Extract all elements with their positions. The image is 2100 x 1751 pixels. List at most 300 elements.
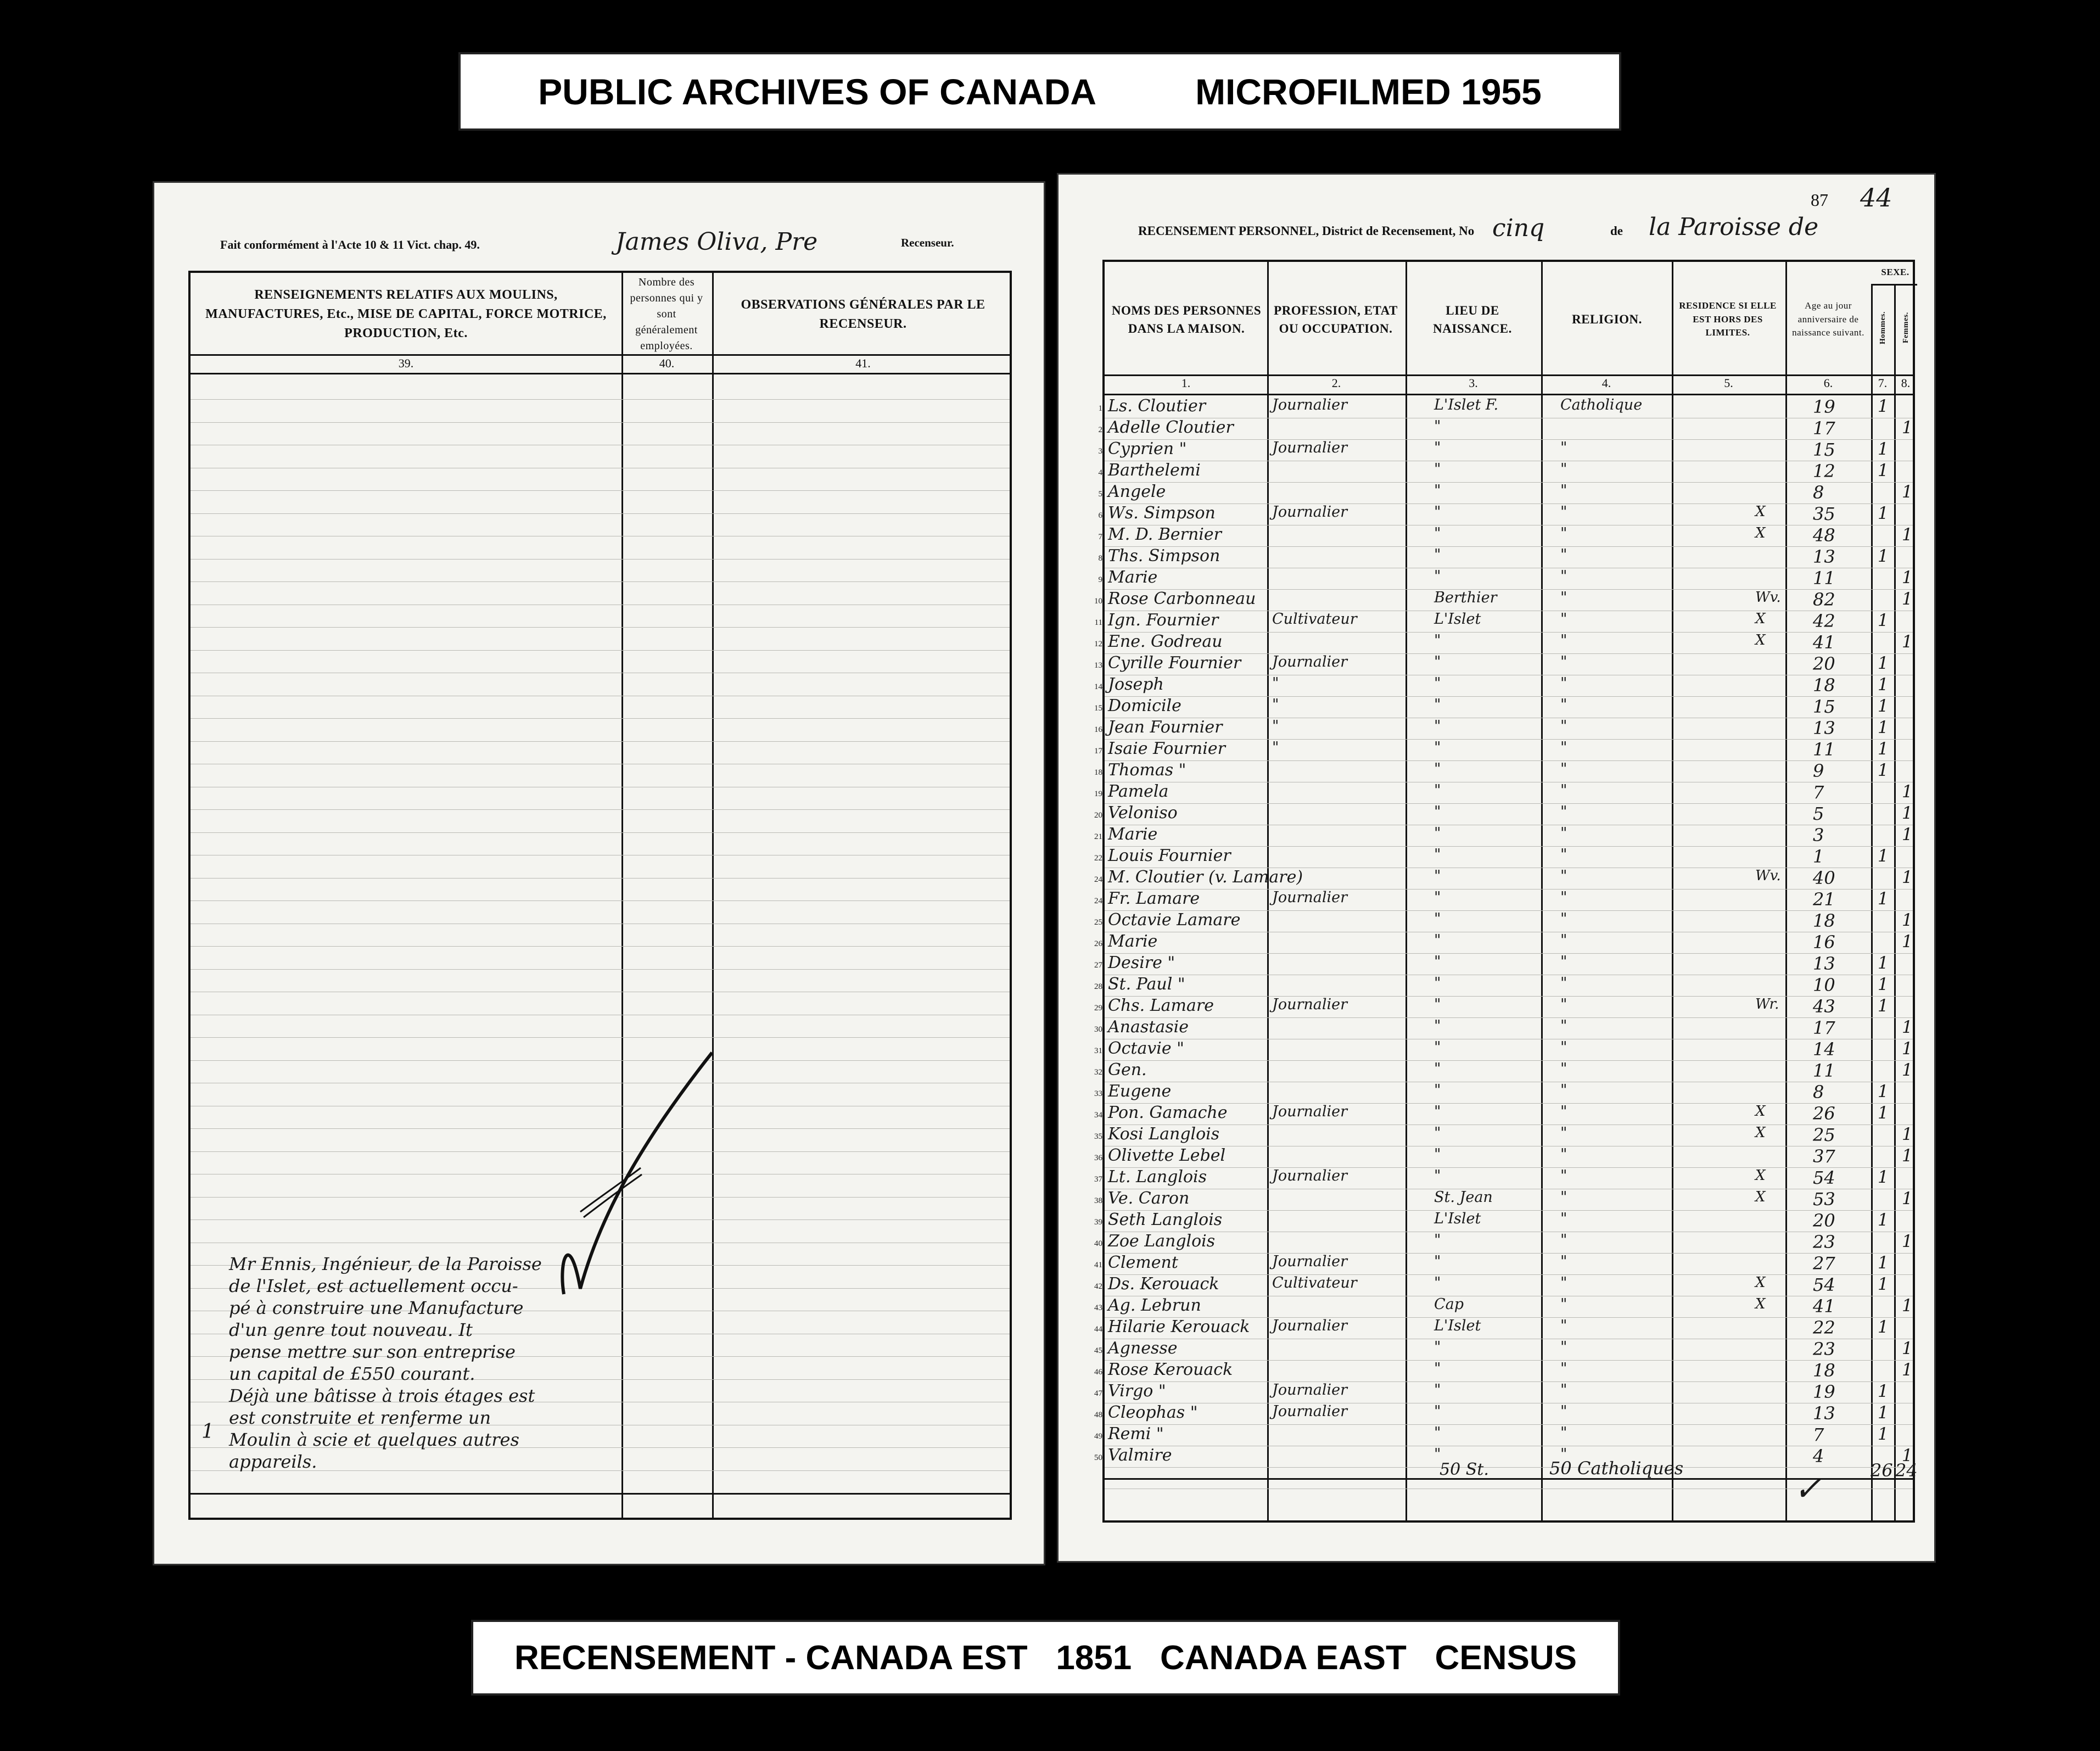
birthplace: " [1434,1167,1441,1184]
age: 27 [1813,1253,1835,1274]
male-mark: 1 [1878,461,1889,480]
male-mark: 1 [1878,653,1889,673]
table-row [1094,953,1913,975]
person-name: Ths. Simpson [1108,546,1220,566]
enumerator-signature: James Oliva, Pre [615,228,818,256]
table-row [1094,653,1913,675]
birthplace: " [1434,1381,1441,1398]
occupation: Cultivateur [1272,1274,1357,1291]
table-row [1094,1381,1913,1403]
female-mark: 1 [1902,868,1913,887]
table-row [1094,1296,1913,1317]
age: 4 [1813,1446,1824,1467]
row-number: 6 [1098,511,1102,520]
religion: " [1560,461,1567,478]
ruled-line [191,581,1010,582]
note-line: pense mettre sur son entreprise [229,1341,516,1362]
row-number: 5 [1098,490,1102,499]
religion: " [1560,611,1567,628]
ruled-line [191,946,1010,947]
ruled-line [191,422,1010,423]
header-femmes: Femmes. [1901,312,1910,344]
table-row [1094,782,1913,803]
religion: " [1560,910,1567,927]
row-number: 36 [1094,1154,1102,1162]
row-number: 21 [1094,832,1102,841]
religion: " [1560,1296,1567,1313]
person-name: Ds. Kerouack [1108,1274,1219,1294]
religion: " [1560,782,1567,799]
person-name: Seth Langlois [1108,1210,1223,1229]
birthplace: " [1434,418,1441,435]
age: 8 [1813,1082,1824,1103]
person-name: Valmire [1108,1446,1172,1465]
row-number: 26 [1094,939,1102,948]
age: 48 [1813,525,1835,546]
age: 9 [1813,760,1824,781]
note-line: de l'Islet, est actuellement occu- [229,1276,518,1296]
age: 17 [1813,1017,1835,1038]
age: 7 [1813,782,1824,803]
age: 20 [1813,653,1835,674]
occupation: Journalier [1272,1403,1348,1420]
row-number: 30 [1094,1025,1102,1034]
person-name: Clement [1108,1253,1178,1272]
residence: X [1755,1296,1766,1312]
header-hommes: Hommes. [1878,311,1887,344]
note-line: pé à construire une Manufacture [229,1297,524,1318]
religion: " [1560,1403,1567,1420]
person-name: Cyrille Fournier [1108,653,1241,673]
female-mark: 1 [1902,1125,1913,1144]
table-row [1094,696,1913,718]
person-name: Chs. Lamare [1108,996,1214,1015]
male-mark: 1 [1878,611,1889,630]
header-occupation: PROFESSION, ETAT OU OCCUPATION. [1274,303,1398,335]
residence: Wr. [1755,996,1779,1012]
row-number: 27 [1094,961,1102,970]
occupation: " [1272,696,1279,713]
table-row [1094,675,1913,696]
male-mark: 1 [1878,1103,1889,1123]
table-row [1098,546,1913,568]
age: 41 [1813,632,1835,653]
row-number: 20 [1094,811,1102,820]
total-birthplace: 50 St. [1440,1460,1489,1479]
male-mark: 1 [1878,1167,1889,1187]
age: 18 [1813,910,1835,931]
birthplace: " [1434,1424,1441,1441]
religion: " [1560,1253,1567,1270]
male-mark: 1 [1878,439,1889,459]
religion: " [1560,675,1567,692]
person-name: Lt. Langlois [1108,1167,1207,1187]
table-row [1094,1403,1913,1424]
residence: X [1755,1274,1766,1291]
census-banner [471,1620,1620,1696]
age: 43 [1813,996,1835,1017]
table-row [1094,825,1913,846]
birthplace: " [1434,975,1441,992]
ruled-line [191,399,1010,400]
row-number: 40 [1094,1239,1102,1248]
ruled-line [191,559,1010,560]
age: 11 [1813,568,1835,589]
birthplace: " [1434,910,1441,927]
person-name: Eugene [1108,1082,1172,1101]
female-mark: 1 [1902,1146,1913,1166]
religion: " [1560,439,1567,456]
left-table [188,271,1012,1520]
row-number: 31 [1094,1047,1102,1055]
person-name: Marie [1108,825,1158,844]
female-mark: 1 [1902,632,1913,652]
column-number: 1. [1181,376,1191,390]
birthplace: " [1434,525,1441,542]
person-name: St. Paul " [1108,975,1185,994]
birthplace: " [1434,996,1441,1013]
ruled-line [191,490,1010,491]
row-number: 12 [1094,640,1102,648]
religion: " [1560,546,1567,563]
residence: Wv. [1755,868,1781,884]
birthplace: " [1434,1232,1441,1249]
female-mark: 1 [1902,482,1913,502]
birthplace: L'Islet [1434,1210,1481,1227]
row-number: 49 [1094,1432,1102,1441]
total-women: 24 [1895,1460,1918,1481]
female-mark: 1 [1902,418,1913,438]
row-number: 45 [1094,1346,1102,1355]
row-number: 38 [1094,1196,1102,1205]
female-mark: 1 [1902,1189,1913,1209]
age: 10 [1813,975,1835,995]
row-number: 48 [1094,1411,1102,1419]
ruled-line [191,741,1010,742]
male-mark: 1 [1878,504,1889,523]
male-mark: 1 [1878,760,1889,780]
residence: X [1755,504,1766,520]
occupation: Journalier [1272,1167,1348,1184]
person-name: Adelle Cloutier [1108,418,1234,437]
birthplace: " [1434,739,1441,756]
birthplace: " [1434,782,1441,799]
male-mark: 1 [1878,1381,1889,1401]
header-religion: RELIGION. [1572,312,1642,327]
person-name: Ag. Lebrun [1108,1296,1201,1315]
female-mark: 1 [1902,825,1913,844]
age: 17 [1813,418,1835,439]
male-mark: 1 [1878,1403,1889,1423]
table-row [1094,1360,1913,1381]
occupation: " [1272,739,1279,756]
person-name: Marie [1108,932,1158,951]
occupation: Journalier [1272,504,1348,521]
row-number: 44 [1094,1325,1102,1334]
age: 15 [1813,696,1835,717]
row-number: 14 [1094,683,1102,691]
religion: " [1560,1189,1567,1206]
male-mark: 1 [1878,1274,1889,1294]
right-page [1057,173,1936,1563]
row-number: 32 [1094,1068,1102,1077]
age: 35 [1813,504,1835,524]
religion: " [1560,653,1567,670]
female-mark: 1 [1902,1232,1913,1251]
person-name: Hilarie Kerouack [1108,1317,1250,1336]
religion: " [1560,1060,1567,1077]
age: 23 [1813,1232,1835,1252]
age: 25 [1813,1125,1835,1145]
birthplace: " [1434,568,1441,585]
census-banner-text: RECENSEMENT - CANADA EST 1851 CANADA EAST CENSUS [514,1638,1577,1677]
left-page [153,181,1045,1565]
birthplace: " [1434,1403,1441,1420]
age: 54 [1813,1167,1835,1188]
person-name: Agnesse [1108,1339,1178,1358]
person-name: M. D. Bernier [1108,525,1222,544]
row-number: 41 [1094,1261,1102,1269]
col41-number: 41. [855,356,871,370]
table-row [1094,1317,1913,1339]
enumerator-label: Recenseur. [901,236,954,249]
person-name: Rose Carbonneau [1108,589,1256,608]
birthplace: " [1434,1103,1441,1120]
col40-header: Nombre des personnes qui y sont généralement employées. [630,276,703,352]
row-number: 25 [1094,918,1102,927]
birthplace: " [1434,953,1441,970]
male-mark: 1 [1878,975,1889,994]
person-name: Isaie Fournier [1108,739,1225,758]
occupation: Journalier [1272,439,1348,456]
female-mark: 1 [1902,932,1913,952]
birthplace: " [1434,889,1441,906]
total-religion: 50 Catholiques [1549,1458,1684,1479]
row-number: 2 [1098,426,1102,434]
row-number: 9 [1098,575,1102,584]
person-name: Ve. Caron [1108,1189,1190,1208]
birthplace: St. Jean [1434,1189,1493,1206]
archive-title: PUBLIC ARCHIVES OF CANADA [538,71,1097,112]
note-line: Déjà une bâtisse à trois étages est [229,1385,535,1406]
male-mark: 1 [1878,696,1889,716]
age: 15 [1813,439,1835,460]
residence: X [1755,1189,1766,1205]
row-number: 17 [1094,747,1102,756]
column-number: 5. [1724,376,1733,390]
residence: X [1755,1103,1766,1120]
column-number: 8. [1901,376,1911,390]
table-row [1098,482,1913,504]
residence: X [1755,611,1766,627]
census-heading: RECENSEMENT PERSONNEL, District de Recensement, No [1138,224,1475,238]
age: 82 [1813,589,1835,610]
age: 21 [1813,889,1835,910]
residence: Wv. [1755,589,1781,606]
table-row [1094,611,1913,632]
row-number: 28 [1094,982,1102,991]
person-name: Domicile [1108,696,1181,715]
person-name: Pon. Gamache [1108,1103,1228,1122]
row-number: 34 [1094,1111,1102,1120]
row-number: 11 [1094,618,1102,627]
row-number: 24 [1094,897,1102,905]
observation-note [229,1253,624,1473]
table-row [1094,1103,1913,1125]
person-name: Octavie " [1108,1039,1184,1058]
occupation: Journalier [1272,1317,1348,1334]
person-name: Olivette Lebel [1108,1146,1226,1165]
birthplace: " [1434,1274,1441,1291]
age: 5 [1813,803,1824,824]
table-row [1094,1339,1913,1360]
person-name: Gen. [1108,1060,1147,1079]
person-name: Jean Fournier [1108,718,1223,737]
birthplace: " [1434,1253,1441,1270]
page-number-handwritten: 44 [1860,183,1892,212]
female-mark: 1 [1902,1039,1913,1059]
table-row [1094,1167,1913,1189]
column-number: 3. [1469,376,1478,390]
occupation: Journalier [1272,889,1348,906]
row-number: 33 [1094,1089,1102,1098]
table-row [1094,1232,1913,1253]
col40-number: 40. [659,356,675,370]
parish-name: la Paroisse de [1649,213,1819,241]
row-number: 4 [1098,468,1102,477]
person-name: Veloniso [1108,803,1178,823]
female-mark: 1 [1902,1017,1913,1037]
age: 8 [1813,482,1824,503]
religion: " [1560,696,1567,713]
religion: " [1560,1274,1567,1291]
table-row [1094,1039,1913,1060]
residence: X [1755,1125,1766,1141]
male-mark: 1 [1878,1424,1889,1444]
table-row [1094,718,1913,739]
row-number: 42 [1094,1282,1102,1291]
religion: " [1560,889,1567,906]
header-age: Age au jour anniversaire de naissance suivant. [1792,300,1864,338]
person-name: Louis Fournier [1108,846,1231,865]
religion: " [1560,975,1567,992]
religion: " [1560,760,1567,777]
age: 42 [1813,611,1835,631]
row-number: 47 [1094,1389,1102,1398]
note-line: un capital de £550 courant. [229,1363,475,1384]
religion: " [1560,825,1567,842]
birthplace: L'Islet F. [1434,396,1499,413]
female-mark: 1 [1902,782,1913,802]
header-residence: RESIDENCE SI ELLE EST HORS DES LIMITES. [1679,300,1777,338]
female-mark: 1 [1902,589,1913,609]
female-mark: 1 [1902,910,1913,930]
male-mark: 1 [1878,675,1889,695]
occupation: Journalier [1272,396,1348,413]
person-name: Ene. Godreau [1108,632,1223,651]
female-mark: 1 [1902,525,1913,545]
age: 7 [1813,1424,1824,1445]
table-row [1094,589,1913,611]
table-row [1094,632,1913,653]
birthplace: " [1434,482,1441,499]
row-number: 18 [1094,768,1102,777]
religion: " [1560,718,1567,735]
ruled-line [191,969,1010,970]
ruled-line [191,900,1010,901]
header-birthplace: LIEU DE NAISSANCE. [1433,303,1512,335]
row-number: 15 [1094,704,1102,713]
religion: " [1560,525,1567,542]
table-row [1094,760,1913,782]
male-mark: 1 [1878,1317,1889,1337]
age: 13 [1813,546,1835,567]
religion: " [1560,1167,1567,1184]
row-number: 13 [1094,661,1102,670]
ruled-line [191,718,1010,719]
table-row [1094,846,1913,868]
age: 40 [1813,868,1835,888]
religion: " [1560,868,1567,885]
table-row [1094,1210,1913,1232]
religion: " [1560,1146,1567,1163]
person-name: Thomas " [1108,760,1186,780]
archive-banner [458,52,1621,131]
religion: Catholique [1560,396,1643,413]
birthplace: Cap [1434,1296,1464,1313]
page-number-stamped: 87 [1811,190,1828,210]
ruled-line [191,878,1010,879]
age: 19 [1813,1381,1835,1402]
male-mark: 1 [1878,889,1889,909]
religion: " [1560,803,1567,820]
occupation: " [1272,718,1279,735]
age: 13 [1813,953,1835,974]
header-sexe: SEXE. [1881,266,1909,277]
religion: " [1560,1360,1567,1377]
row-number: 46 [1094,1368,1102,1377]
female-mark: 1 [1902,568,1913,588]
religion: " [1560,1424,1567,1441]
birthplace: " [1434,1446,1441,1463]
row-number: 8 [1098,554,1102,563]
ruled-line [191,832,1010,833]
birthplace: " [1434,439,1441,456]
religion: " [1560,1446,1567,1463]
col41-header: OBSERVATIONS GÉNÉRALES PAR LE RECENSEUR. [741,297,985,331]
religion: " [1560,632,1567,649]
age: 18 [1813,1360,1835,1381]
residence: X [1755,632,1766,648]
person-name: Cleophas " [1108,1403,1198,1422]
religion: " [1560,1125,1567,1142]
table-row [1098,439,1913,461]
birthplace: " [1434,760,1441,777]
note-line: appareils. [229,1451,317,1472]
table-row [1094,1017,1913,1039]
age: 20 [1813,1210,1835,1231]
birthplace: " [1434,1360,1441,1377]
male-mark: 1 [1878,1082,1889,1101]
age: 16 [1813,932,1835,953]
residence: X [1755,1167,1766,1184]
male-mark: 1 [1878,846,1889,866]
note-line: Mr Ennis, Ingénieur, de la Paroisse [229,1254,542,1274]
table-row [1098,525,1913,546]
female-mark: 1 [1902,1060,1913,1080]
person-name: Rose Kerouack [1108,1360,1233,1379]
table-row [1098,568,1913,589]
